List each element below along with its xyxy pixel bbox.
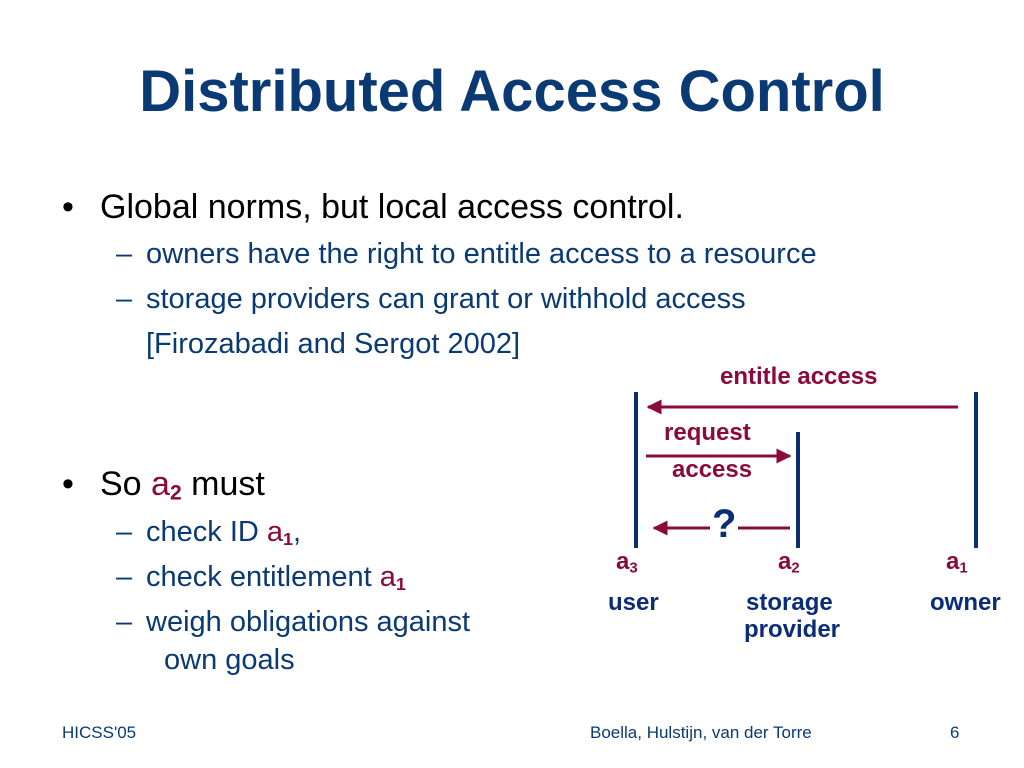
agent-symbol-a3: $a_3$: [616, 548, 638, 577]
sub-bullet-dash: –: [116, 283, 133, 315]
agent-role-storage: storage: [746, 589, 833, 616]
bullet-dot: •: [62, 188, 74, 226]
agent-role-owner: owner: [930, 589, 1001, 616]
sub-bullet-2-3: weigh obligations against: [146, 606, 471, 638]
agent-symbol-a1: $a_1$: [946, 548, 968, 577]
bullet-1-text: Global norms, but local access control.: [100, 188, 684, 226]
footer-page-number: 6: [950, 723, 960, 742]
label-entitle-access: entitle access: [720, 363, 878, 390]
footer-conference: HICSS'05: [62, 723, 137, 742]
sub-bullet-dash: –: [116, 238, 133, 270]
variable-a2: $a_2$: [151, 465, 182, 505]
slide-title: Distributed Access Control: [139, 59, 885, 124]
variable-a1: $a_1$: [379, 561, 406, 594]
sub-bullet-1-1: owners have the right to entitle access to a resource: [146, 238, 817, 270]
sub-bullet-dash: –: [116, 606, 133, 638]
agent-role-provider: provider: [744, 616, 841, 643]
footer-authors: Boella, Hulstijn, van der Torre: [590, 723, 812, 742]
sub-bullet-1-2: storage providers can grant or withhold access: [146, 283, 746, 315]
agent-role-user: user: [608, 589, 659, 616]
variable-a1: $a_1$: [266, 516, 294, 549]
bullet-2-text: So $a_2$ must: [100, 465, 265, 505]
agent-symbol-a2: $a_2$: [778, 548, 800, 577]
sub-bullet-2-3-cont: own goals: [164, 644, 295, 676]
bullet-dot: •: [62, 465, 74, 503]
sub-bullet-dash: –: [116, 516, 133, 548]
question-mark: ?: [712, 502, 737, 546]
sub-bullet-2-2: check entitlement $a_1$: [146, 561, 406, 594]
sub-bullet-1-2-citation: [Firozabadi and Sergot 2002]: [146, 328, 521, 360]
label-access: access: [672, 456, 753, 483]
label-request: request: [664, 419, 751, 446]
sub-bullet-dash: –: [116, 561, 133, 593]
sub-bullet-2-1: check ID $a_1$,: [146, 516, 302, 549]
